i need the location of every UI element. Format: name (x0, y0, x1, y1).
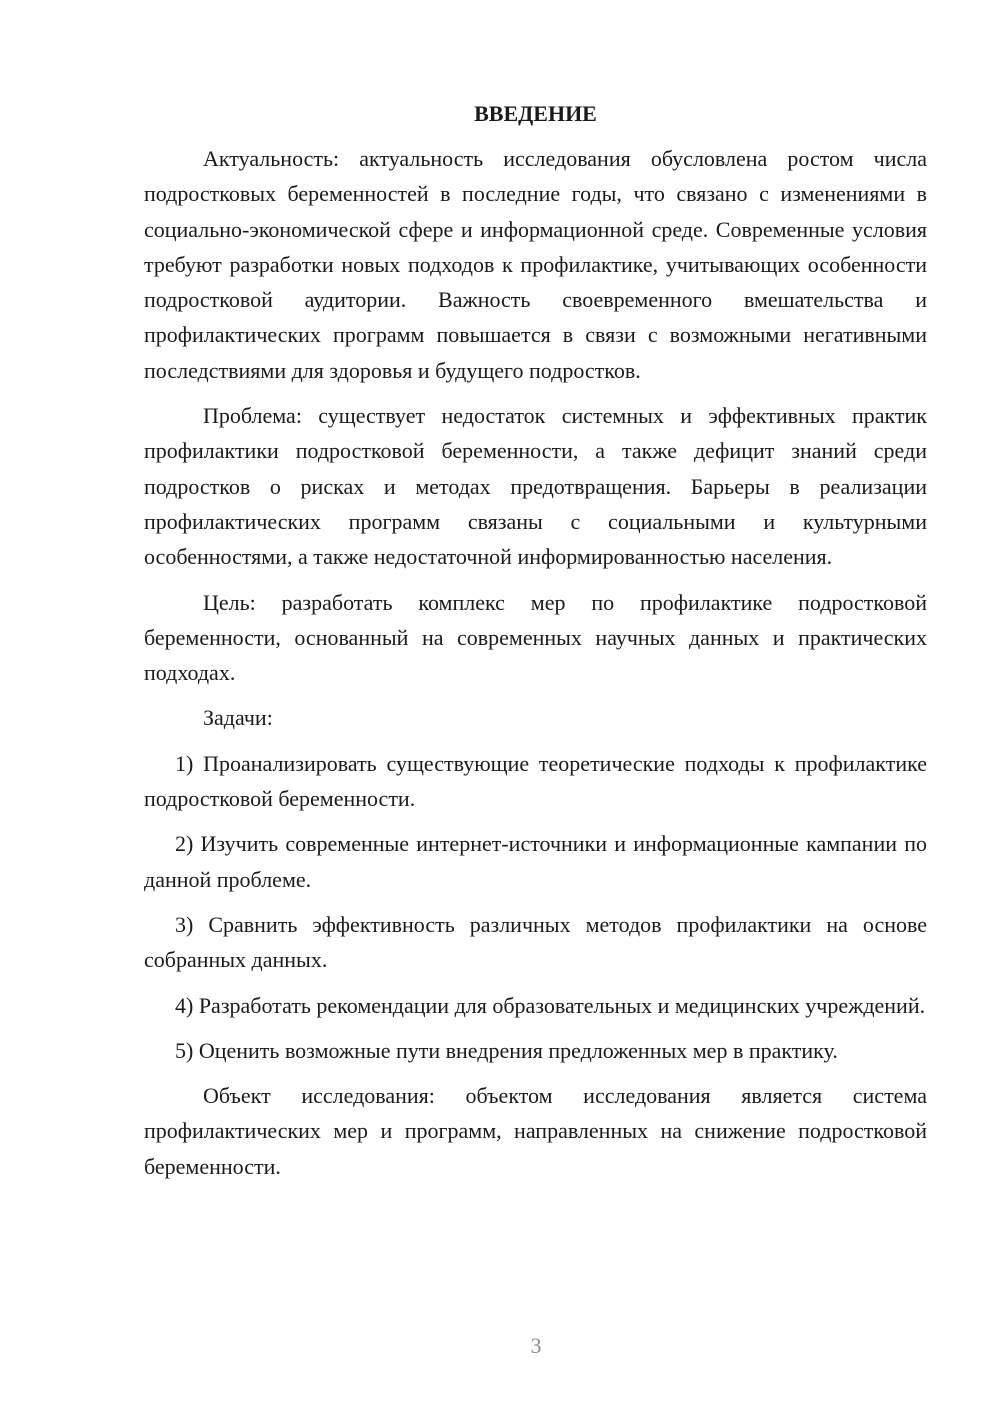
tasks-heading: Задачи: (203, 705, 273, 731)
task-item-3: 3) Сравнить эффективность различных методов профилактики на основе собранных данных. (144, 911, 927, 973)
object-paragraph: Объект исследования: объектом исследования является система профилактических мер и программ, направленных на снижение подростковой беременности. (144, 1083, 927, 1179)
relevance-paragraph: Актуальность: актуальность исследования обусловлена ростом числа подростковых беременностей в последние годы, что связано с изменениями в социально-экономической сфере и информационной среде. Современные условия требуют разработки новых подходов к профилактике, учитывающих особенности подростковой аудитории. Важность своевременного вмешательства и профилактических программ повышается в связи с возможными негативными последствиями для здоровья и будущего подростков. (144, 146, 927, 383)
page-number: 3 (530, 1333, 542, 1358)
task-item-1: 1) Проанализировать существующие теоретические подходы к профилактике подростковой беременности. (144, 750, 927, 812)
task-item-4: 4) Разработать рекомендации для образовательных и медицинских учреждений. (175, 992, 926, 1018)
document-body (144, 96, 927, 1194)
task-item-2: 2) Изучить современные интернет-источники и информационные кампании по данной проблеме. (144, 831, 927, 892)
task-item-5: 5) Оценить возможные пути внедрения предложенных мер в практику. (175, 1037, 838, 1063)
problem-paragraph: Проблема: существует недостаток системных и эффективных практик профилактики подростковой беременности, а также дефицит знаний среди подростков о рисках и методах предотвращения. Барьеры в реализации профилактических программ связаны с социальными и культурными особенностями, а также недостаточной информированностью населения. (144, 403, 927, 570)
goal-paragraph: Цель: разработать комплекс мер по профилактике подростковой беременности, основанный на современных научных данных и практических подходах. (144, 589, 927, 686)
section-title: ВВЕДЕНИЕ (474, 101, 597, 126)
